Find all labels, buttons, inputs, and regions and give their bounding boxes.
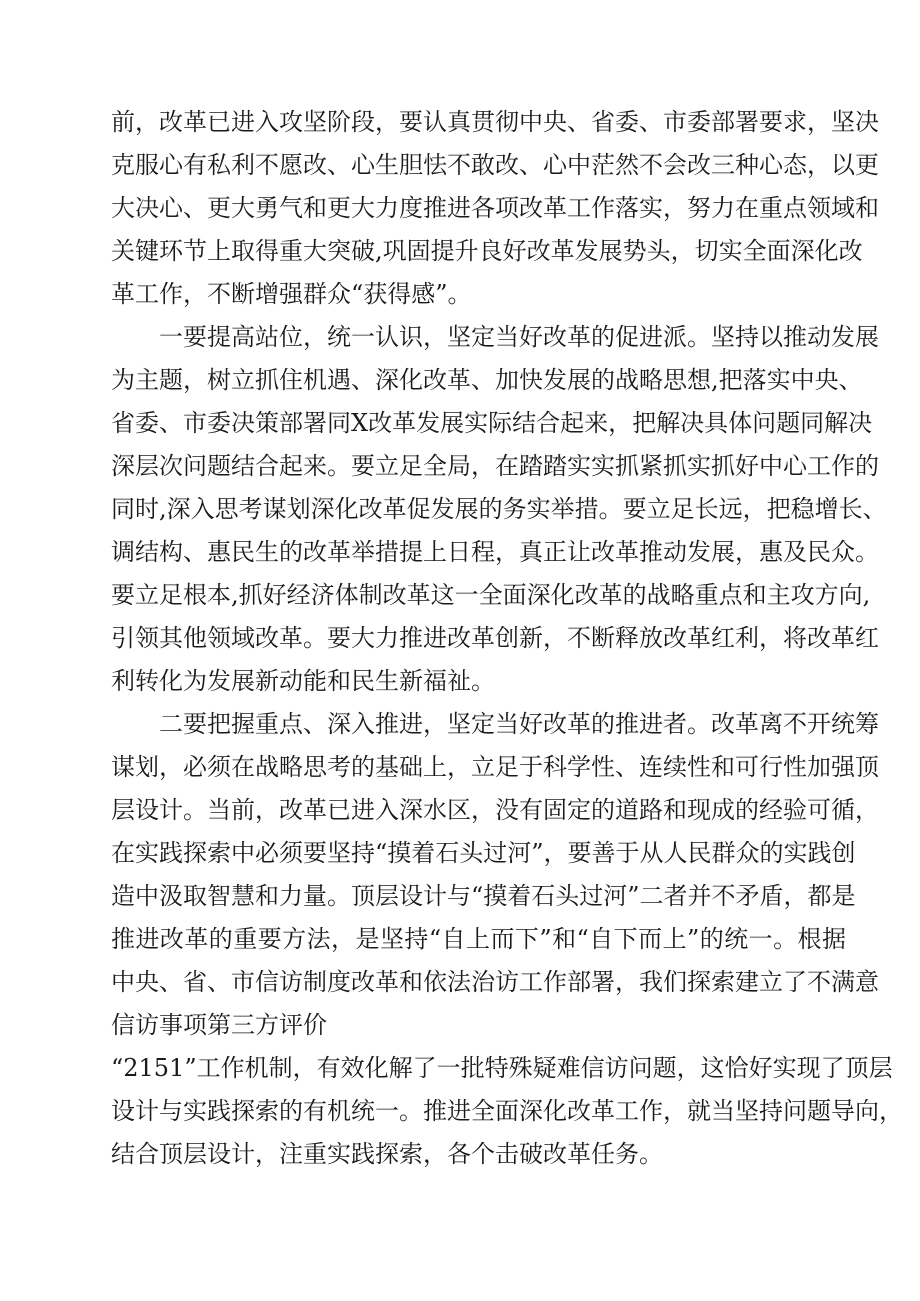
text-line: 造中汲取智慧和力量。顶层设计与“摸着石头过河”二者并不矛盾，都是 xyxy=(111,882,856,910)
text-line: 设计与实践探索的有机统一。推进全面深化改革工作，就当坚持问题导向， xyxy=(111,1097,903,1125)
text-line: 中央、省、市信访制度改革和依法治访工作部署，我们探索建立了不满意 xyxy=(111,968,879,996)
text-line: 谋划，必须在战略思考的基础上，立足于科学性、连续性和可行性加强顶 xyxy=(111,753,879,781)
text-line: 大决心、更大勇气和更大力度推进各项改革工作落实，努力在重点领域和 xyxy=(111,194,879,222)
paragraph-3 xyxy=(111,703,879,1047)
text-line: 省委、市委决策部署同X改革发展实际结合起来，把解决具体问题同解决 xyxy=(111,409,873,437)
text-line: 一要提高站位，统一认识，坚定当好改革的促进派。坚持以推动发展 xyxy=(159,323,879,351)
text-line: 深层次问题结合起来。要立足全局，在踏踏实实抓紧抓实抓好中心工作的 xyxy=(111,452,879,480)
document-body xyxy=(111,101,903,1176)
text-line: 结合顶层设计，注重实践探索，各个击破改革任务。 xyxy=(111,1140,663,1168)
text-line: 引领其他领域改革。要大力推进改革创新，不断释放改革红利，将改革红 xyxy=(111,624,879,652)
paragraph-2 xyxy=(111,316,887,703)
text-line: 利转化为发展新动能和民生新福祉。 xyxy=(111,667,495,695)
text-line: 二要把握重点、深入推进，坚定当好改革的推进者。改革离不开统筹 xyxy=(159,710,879,738)
text-line: 克服心有私利不愿改、心生胆怯不敢改、心中茫然不会改三种心态，以更 xyxy=(111,151,879,179)
text-line: “2151”工作机制，有效化解了一批特殊疑难信访问题，这恰好实现了顶层 xyxy=(111,1054,893,1082)
paragraph-1 xyxy=(111,101,879,316)
text-line: 关键环节上取得重大突破,巩固提升良好改革发展势头，切实全面深化改 xyxy=(111,237,863,265)
text-line: 信访事项第三方评价 xyxy=(111,1011,327,1039)
text-line: 前，改革已进入攻坚阶段，要认真贯彻中央、省委、市委部署要求，坚决 xyxy=(111,108,879,136)
text-line: 同时,深入思考谋划深化改革促发展的务实举措。要立足长远，把稳增长、 xyxy=(111,495,887,523)
text-line: 推进改革的重要方法，是坚持“自上而下”和“自下而上”的统一。根据 xyxy=(111,925,846,953)
text-line: 为主题，树立抓住机遇、深化改革、加快发展的战略思想,把落实中央、 xyxy=(111,366,863,394)
text-line: 调结构、惠民生的改革举措提上日程，真正让改革推动发展，惠及民众。 xyxy=(111,538,879,566)
text-line: 革工作，不断增强群众“获得感”。 xyxy=(111,280,472,308)
text-line: 要立足根本,抓好经济体制改革这一全面深化改革的战略重点和主攻方向, xyxy=(111,581,871,609)
text-line: 在实践探索中必须要坚持“摸着石头过河”，要善于从人民群众的实践创 xyxy=(111,839,856,867)
paragraph-4 xyxy=(111,1047,903,1176)
text-line: 层设计。当前，改革已进入深水区，没有固定的道路和现成的经验可循， xyxy=(111,796,879,824)
